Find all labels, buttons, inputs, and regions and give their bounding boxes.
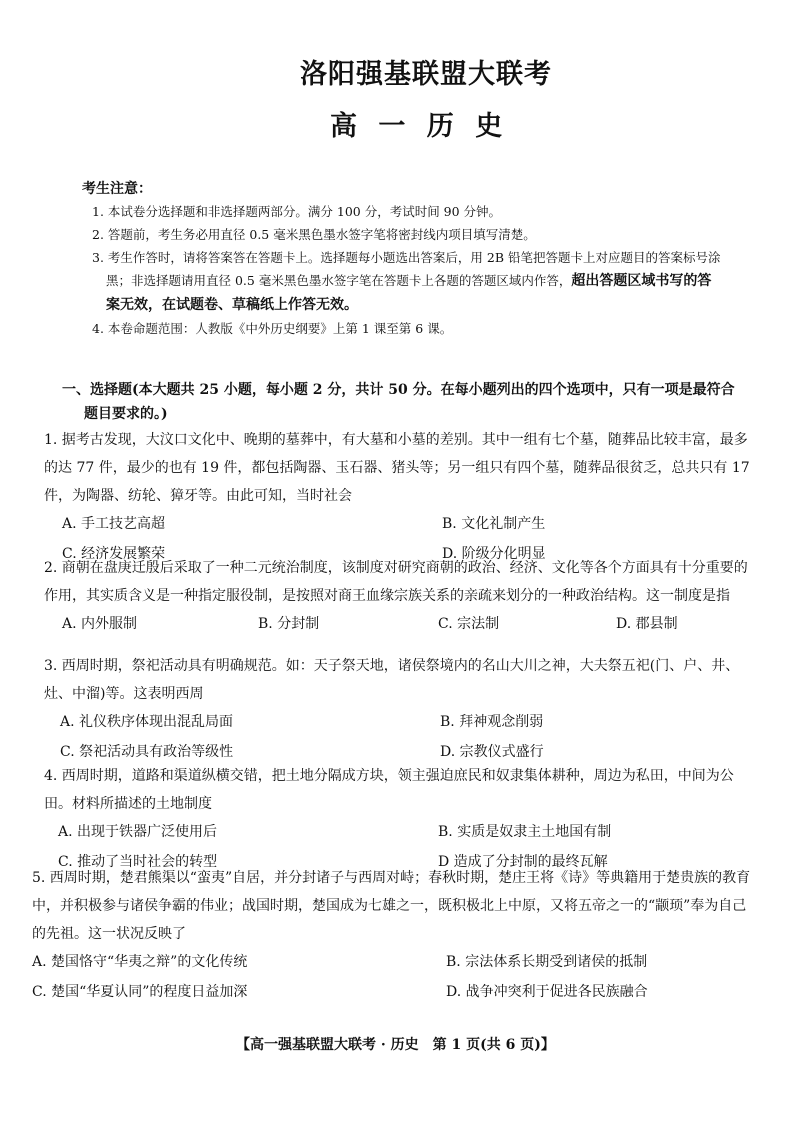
option-b: B. 宗法体系长期受到诸侯的抵制 — [446, 954, 648, 970]
option-a: A. 手工技艺高超 — [62, 516, 166, 532]
option-d: D. 宗教仪式盛行 — [440, 744, 544, 760]
question-2 — [44, 554, 754, 636]
option-a: A. 楚国恪守“华夷之辩”的文化传统 — [32, 954, 248, 970]
notice-item-3-text: 3. 考生作答时，请将答案答在答题卡上。选择题每小题选出答案后，用 2B 铅笔把答题卡上对应题目的答案标号涂黑；非选择题请用直径 0.5 毫米黑色墨水签字笔在答题卡上各题的答题区域内作答， — [92, 250, 721, 288]
question-options — [44, 612, 754, 636]
notice-item-2: 2. 答题前，考生务必用直径 0.5 毫米黑色墨水签字笔将密封线内项目填写清楚。 — [92, 227, 536, 242]
notice-item-4: 4. 本卷命题范围：人教版《中外历史纲要》上第 1 课至第 6 课。 — [92, 321, 453, 336]
option-b: B. 文化礼制产生 — [442, 516, 546, 532]
notice-heading: 考生注意： — [82, 181, 152, 197]
option-c: C. 祭祀活动具有政治等级性 — [60, 744, 234, 760]
option-d: D. 战争冲突利于促进各民族融合 — [446, 984, 648, 1000]
page-footer: 【高一强基联盟大联考 · 历史 第 1 页(共 6 页)】 — [236, 1037, 555, 1053]
option-d: D 造成了分封制的最终瓦解 — [438, 854, 608, 870]
option-d: D. 郡县制 — [616, 616, 678, 632]
question-options — [44, 710, 754, 764]
question-stem: 2. 商朝在盘庚迁殷后采取了一种二元统治制度，该制度对研究商朝的政治、经济、文化等各个方面具有十分重要的作用，其实质含义是一种指定服役制，是按照对商王血缘宗族关系的亲疏来划分的一种政治结构。这一制度是指 — [44, 560, 748, 604]
exam-title: 洛阳强基联盟大联考 — [300, 59, 552, 90]
question-stem: 5. 西周时期，楚君熊渠以“蛮夷”自居，并分封诸子与西周对峙；春秋时期，楚庄王将《诗》等典籍用于楚贵族的教育中，并积极参与诸侯争霸的伟业；战国时期，楚国成为七雄之一，既积极北上中原，又将五帝之一的“颛顼”奉为自己的先祖。这一状况反映了 — [32, 870, 751, 942]
option-a: A. 出现于铁器广泛使用后 — [58, 824, 218, 840]
candidate-notice — [82, 178, 722, 340]
exam-subject: 高 一 历 史 — [330, 111, 509, 142]
option-c: C. 宗法制 — [438, 616, 500, 632]
option-b: B. 拜神观念削弱 — [440, 714, 544, 730]
question-3 — [44, 652, 754, 764]
option-a: A. 内外服制 — [62, 616, 138, 632]
section-heading-line1: 一、选择题(本大题共 25 小题，每小题 2 分，共计 50 分。在每小题列出的四个选项中，只有一项是最符合 — [62, 382, 735, 398]
option-d: D. 阶级分化明显 — [442, 546, 546, 562]
question-1 — [44, 426, 754, 566]
question-stem: 1. 据考古发现，大汶口文化中、晚期的墓葬中，有大墓和小墓的差别。其中一组有七个墓，随葬品比较丰富，最多的达 77 件，最少的也有 19 件，都包括陶器、玉石器、猪头等；另一组只有四个墓，随葬品很贫乏，总共只有 17 件，为陶器、纺轮、獐牙等。由此可知，当时社会 — [44, 432, 750, 504]
option-c: C. 推动了当时社会的转型 — [58, 854, 218, 870]
question-4 — [44, 762, 754, 874]
option-a: A. 礼仪秩序体现出混乱局面 — [60, 714, 234, 730]
question-5 — [32, 864, 757, 1004]
option-c: C. 楚国“华夏认同”的程度日益加深 — [32, 984, 248, 1000]
section-heading — [62, 378, 742, 426]
notice-item-1: 1. 本试卷分选择题和非选择题两部分。满分 100 分，考试时间 90 分钟。 — [92, 204, 502, 219]
option-b: B. 分封制 — [258, 616, 320, 632]
section-heading-line2: 题目要求的。) — [84, 406, 168, 422]
option-c: C. 经济发展繁荣 — [62, 546, 166, 562]
notice-item-3-bold: 超出答题区域书写的答案无效，在试题卷、草稿纸上作答无效。 — [106, 273, 712, 313]
question-stem: 4. 西周时期，道路和渠道纵横交错，把土地分隔成方块，领主强迫庶民和奴隶集体耕种，周边为私田，中间为公田。材料所描述的土地制度 — [44, 768, 734, 812]
option-b: B. 实质是奴隶主土地国有制 — [438, 824, 612, 840]
notice-item-3 — [82, 246, 722, 317]
question-stem: 3. 西周时期，祭祀活动具有明确规范。如：天子祭天地，诸侯祭境内的名山大川之神，大夫祭五祀(门、户、井、灶、中溜)等。这表明西周 — [44, 658, 740, 702]
question-options — [32, 950, 757, 1004]
